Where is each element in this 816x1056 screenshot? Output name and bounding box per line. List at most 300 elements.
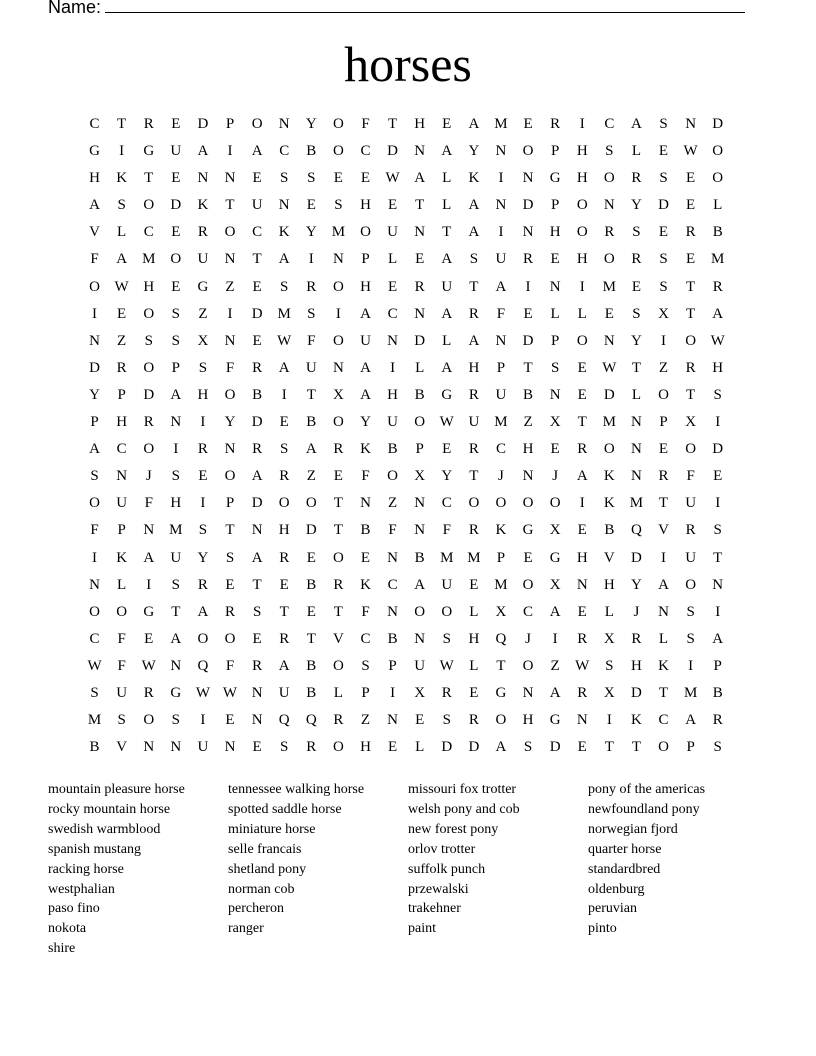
grid-letter[interactable]: A [495,739,507,756]
grid-letter[interactable]: N [387,603,398,620]
grid-letter[interactable]: K [360,576,371,593]
grid-letter[interactable]: F [225,359,235,376]
grid-letter[interactable]: J [552,468,559,485]
grid-letter[interactable]: I [281,386,287,403]
grid-letter[interactable]: A [658,576,669,593]
grid-letter[interactable]: H [116,414,128,431]
grid-letter[interactable]: S [280,441,289,458]
grid-letter[interactable]: O [522,657,534,674]
grid-letter[interactable]: N [631,414,642,431]
grid-letter[interactable]: X [658,305,669,322]
grid-letter[interactable]: N [603,197,615,214]
grid-letter[interactable]: A [468,116,480,132]
grid-letter[interactable]: R [225,603,236,620]
grid-letter[interactable]: N [414,224,426,241]
grid-letter[interactable]: N [332,251,344,268]
grid-letter[interactable]: R [333,712,344,729]
grid-letter[interactable]: U [251,197,263,214]
grid-letter[interactable]: E [306,603,316,620]
grid-letter[interactable]: R [333,441,344,458]
grid-letter[interactable]: O [522,143,534,160]
grid-letter[interactable]: O [332,414,344,431]
grid-letter[interactable]: I [390,684,396,701]
grid-letter[interactable]: X [414,468,426,485]
grid-letter[interactable]: S [117,197,126,214]
grid-letter[interactable]: H [197,386,209,403]
grid-letter[interactable]: R [550,116,561,132]
grid-letter[interactable]: B [604,522,615,539]
grid-letter[interactable]: T [577,414,587,431]
grid-letter[interactable]: V [89,224,100,241]
grid-letter[interactable]: C [143,224,154,241]
grid-letter[interactable]: S [117,712,126,729]
grid-letter[interactable]: E [415,712,425,729]
grid-letter[interactable]: A [441,305,453,322]
grid-letter[interactable]: B [414,386,425,403]
grid-letter[interactable]: V [603,549,615,566]
grid-letter[interactable]: D [712,441,724,458]
grid-letter[interactable]: T [333,603,343,620]
grid-letter[interactable]: O [603,170,615,187]
grid-letter[interactable]: P [550,143,560,160]
grid-letter[interactable]: R [685,522,696,539]
grid-letter[interactable]: O [495,495,507,512]
grid-letter[interactable]: T [333,495,343,512]
grid-letter[interactable]: T [686,305,696,322]
grid-letter[interactable]: I [715,495,721,512]
grid-letter[interactable]: O [197,630,209,647]
grid-letter[interactable]: A [251,549,263,566]
grid-letter[interactable]: W [385,170,400,187]
grid-letter[interactable]: C [360,143,371,160]
grid-letter[interactable]: D [658,197,669,214]
grid-letter[interactable]: W [710,332,725,349]
grid-letter[interactable]: E [333,468,343,485]
grid-letter[interactable]: S [659,278,668,295]
grid-letter[interactable]: W [277,332,292,349]
grid-letter[interactable]: T [387,116,398,132]
grid-letter[interactable]: U [197,251,209,268]
grid-letter[interactable]: S [605,143,614,160]
grid-letter[interactable]: T [686,278,696,295]
grid-letter[interactable]: T [523,359,533,376]
grid-letter[interactable]: O [224,224,236,241]
grid-letter[interactable]: T [496,657,506,674]
grid-letter[interactable]: J [498,468,504,485]
grid-letter[interactable]: I [200,712,206,729]
grid-letter[interactable]: A [170,630,182,647]
grid-letter[interactable]: Q [305,712,317,729]
grid-letter[interactable]: N [522,170,534,187]
grid-letter[interactable]: R [306,739,317,756]
grid-letter[interactable]: A [170,386,182,403]
grid-letter[interactable]: A [197,603,209,620]
grid-letter[interactable]: N [414,522,426,539]
grid-letter[interactable]: E [550,251,560,268]
grid-letter[interactable]: O [522,576,534,593]
grid-letter[interactable]: I [715,603,721,620]
grid-letter[interactable]: Q [631,522,642,539]
grid-letter[interactable]: S [171,468,180,485]
grid-letter[interactable]: O [332,332,344,349]
grid-letter[interactable]: E [252,170,262,187]
grid-letter[interactable]: U [170,143,182,160]
grid-letter[interactable]: F [388,522,397,539]
grid-letter[interactable]: P [496,359,506,376]
grid-letter[interactable]: Y [197,549,209,566]
grid-letter[interactable]: N [522,224,534,241]
grid-letter[interactable]: D [251,414,263,431]
grid-letter[interactable]: L [387,251,398,268]
grid-letter[interactable]: E [469,576,479,593]
grid-letter[interactable]: N [495,143,507,160]
grid-letter[interactable]: S [659,251,668,268]
grid-letter[interactable]: A [278,251,290,268]
grid-letter[interactable]: R [143,414,154,431]
grid-letter[interactable]: H [468,359,480,376]
grid-letter[interactable]: M [440,549,454,566]
grid-letter[interactable]: U [197,739,209,756]
grid-letter[interactable]: S [605,657,614,674]
grid-letter[interactable]: S [280,278,289,295]
grid-letter[interactable]: X [197,332,209,349]
grid-letter[interactable]: P [686,739,695,756]
grid-letter[interactable]: A [468,197,480,214]
grid-letter[interactable]: R [143,684,154,701]
grid-letter[interactable]: R [631,251,642,268]
grid-letter[interactable]: N [414,630,426,647]
grid-letter[interactable]: A [360,386,371,403]
grid-letter[interactable]: A [441,359,453,376]
grid-letter[interactable]: A [278,359,290,376]
grid-letter[interactable]: C [252,224,263,241]
grid-letter[interactable]: L [577,305,587,322]
grid-letter[interactable]: M [711,251,725,268]
grid-letter[interactable]: O [89,603,100,620]
grid-letter[interactable]: L [631,143,641,160]
grid-letter[interactable]: R [116,359,127,376]
grid-letter[interactable]: R [333,576,344,593]
grid-letter[interactable]: E [144,630,154,647]
grid-letter[interactable]: N [603,332,615,349]
grid-letter[interactable]: N [495,332,507,349]
grid-letter[interactable]: B [387,441,398,458]
grid-letter[interactable]: T [415,197,425,214]
grid-letter[interactable]: I [92,549,98,566]
grid-letter[interactable]: O [712,170,724,187]
grid-letter[interactable]: U [414,657,426,674]
grid-letter[interactable]: Z [117,332,127,349]
grid-letter[interactable]: Y [631,197,642,214]
grid-letter[interactable]: N [251,522,263,539]
grid-letter[interactable]: E [387,739,398,756]
grid-letter[interactable]: F [225,657,235,674]
grid-letter[interactable]: U [441,576,453,593]
grid-letter[interactable]: E [360,549,371,566]
grid-letter[interactable]: O [603,251,615,268]
grid-letter[interactable]: O [332,143,344,160]
grid-letter[interactable]: S [659,116,668,132]
grid-letter[interactable]: O [332,657,344,674]
grid-letter[interactable]: D [631,549,642,566]
grid-letter[interactable]: R [631,630,642,647]
grid-letter[interactable]: P [90,414,99,431]
grid-letter[interactable]: T [604,739,614,756]
grid-letter[interactable]: K [658,657,669,674]
grid-letter[interactable]: I [661,549,667,566]
grid-letter[interactable]: L [631,386,641,403]
grid-letter[interactable]: D [631,684,642,701]
grid-letter[interactable]: E [387,278,398,295]
grid-letter[interactable]: B [306,414,317,431]
grid-letter[interactable]: D [143,386,155,403]
grid-letter[interactable]: U [495,386,507,403]
grid-letter[interactable]: C [604,116,615,132]
grid-letter[interactable]: O [143,359,155,376]
grid-letter[interactable]: S [171,712,180,729]
grid-letter[interactable]: E [442,116,452,132]
grid-letter[interactable]: D [170,197,182,214]
grid-letter[interactable]: D [712,116,724,132]
grid-letter[interactable]: S [550,359,560,376]
grid-letter[interactable]: U [360,332,371,349]
grid-letter[interactable]: T [252,576,262,593]
grid-letter[interactable]: E [171,278,181,295]
grid-letter[interactable]: S [713,386,722,403]
grid-letter[interactable]: H [414,116,426,132]
grid-letter[interactable]: N [549,386,561,403]
grid-letter[interactable]: A [441,143,453,160]
grid-letter[interactable]: N [522,468,534,485]
grid-letter[interactable]: U [116,495,128,512]
grid-letter[interactable]: S [307,170,316,187]
grid-letter[interactable]: B [712,684,723,701]
grid-letter[interactable]: E [577,739,587,756]
grid-letter[interactable]: G [522,522,534,539]
grid-letter[interactable]: T [658,495,669,512]
grid-letter[interactable]: E [252,332,262,349]
grid-letter[interactable]: E [604,305,614,322]
grid-letter[interactable]: E [469,684,479,701]
grid-letter[interactable]: Z [225,278,235,295]
grid-letter[interactable]: H [170,495,182,512]
grid-letter[interactable]: T [469,278,479,295]
grid-letter[interactable]: E [225,712,235,729]
grid-letter[interactable]: O [576,197,588,214]
grid-letter[interactable]: O [251,116,263,132]
grid-letter[interactable]: E [252,630,262,647]
grid-letter[interactable]: E [658,224,669,241]
grid-letter[interactable]: N [332,359,344,376]
grid-letter[interactable]: A [251,143,263,160]
grid-letter[interactable]: C [387,305,398,322]
grid-letter[interactable]: R [279,630,290,647]
grid-letter[interactable]: F [117,657,126,674]
grid-letter[interactable]: T [306,630,316,647]
grid-letter[interactable]: V [332,630,344,647]
grid-letter[interactable]: E [577,386,587,403]
grid-letter[interactable]: N [116,468,128,485]
grid-letter[interactable]: F [361,116,370,132]
grid-letter[interactable]: X [549,576,561,593]
grid-letter[interactable]: R [604,224,615,241]
grid-letter[interactable]: O [549,495,561,512]
grid-letter[interactable]: I [688,657,694,674]
grid-letter[interactable]: L [469,603,479,620]
grid-letter[interactable]: S [171,576,180,593]
grid-letter[interactable]: I [661,332,667,349]
grid-letter[interactable]: F [117,630,126,647]
grid-letter[interactable]: C [495,441,506,458]
grid-letter[interactable]: J [633,603,640,620]
grid-letter[interactable]: B [360,522,371,539]
grid-letter[interactable]: K [197,197,209,214]
grid-letter[interactable]: N [197,170,209,187]
grid-letter[interactable]: A [576,468,588,485]
grid-letter[interactable]: I [200,414,206,431]
grid-letter[interactable]: U [305,359,317,376]
grid-letter[interactable]: O [278,495,290,512]
grid-letter[interactable]: O [224,630,236,647]
grid-letter[interactable]: X [414,684,426,701]
grid-letter[interactable]: W [114,278,129,295]
grid-letter[interactable]: I [335,305,341,322]
grid-letter[interactable]: N [685,116,697,132]
grid-letter[interactable]: E [631,278,641,295]
grid-letter[interactable]: H [576,549,588,566]
grid-letter[interactable]: E [442,441,452,458]
grid-letter[interactable]: T [144,170,154,187]
grid-letter[interactable]: G [495,684,507,701]
grid-letter[interactable]: W [87,657,102,674]
grid-letter[interactable]: R [441,684,452,701]
grid-letter[interactable]: I [552,630,558,647]
grid-letter[interactable]: C [360,630,371,647]
grid-letter[interactable]: E [686,197,696,214]
grid-letter[interactable]: R [197,576,208,593]
grid-letter[interactable]: E [171,116,181,132]
grid-letter[interactable]: O [468,495,480,512]
grid-letter[interactable]: A [360,305,371,322]
grid-letter[interactable]: P [496,549,506,566]
grid-letter[interactable]: N [224,170,236,187]
grid-letter[interactable]: C [89,630,100,647]
grid-letter[interactable]: O [89,278,100,295]
grid-letter[interactable]: K [603,468,615,485]
grid-letter[interactable]: L [442,332,452,349]
grid-letter[interactable]: S [198,359,208,376]
grid-letter[interactable]: F [361,468,370,485]
grid-letter[interactable]: H [631,657,642,674]
grid-letter[interactable]: D [251,305,263,322]
grid-letter[interactable]: S [90,468,99,485]
grid-letter[interactable]: Q [495,630,507,647]
grid-letter[interactable]: Y [305,116,317,132]
grid-letter[interactable]: E [577,359,587,376]
grid-letter[interactable]: N [522,684,534,701]
grid-letter[interactable]: N [278,197,290,214]
grid-letter[interactable]: T [333,522,343,539]
grid-letter[interactable]: E [117,305,127,322]
grid-letter[interactable]: N [170,657,182,674]
grid-letter[interactable]: X [549,414,561,431]
grid-letter[interactable]: P [550,332,560,349]
grid-letter[interactable]: O [332,739,344,756]
grid-letter[interactable]: H [360,197,371,214]
grid-letter[interactable]: Z [550,657,560,674]
grid-letter[interactable]: O [441,603,453,620]
grid-letter[interactable]: A [468,224,480,241]
grid-letter[interactable]: H [360,739,371,756]
grid-letter[interactable]: K [360,441,371,458]
grid-letter[interactable]: O [495,712,507,729]
grid-letter[interactable]: R [279,468,290,485]
grid-letter[interactable]: A [468,332,480,349]
grid-letter[interactable]: R [143,116,154,132]
grid-letter[interactable]: G [549,712,561,729]
grid-letter[interactable]: R [468,712,479,729]
grid-letter[interactable]: X [685,414,697,431]
grid-letter[interactable]: D [251,495,263,512]
grid-letter[interactable]: I [525,278,531,295]
grid-letter[interactable]: W [683,143,698,160]
grid-letter[interactable]: N [89,576,100,593]
grid-letter[interactable]: R [306,278,317,295]
grid-letter[interactable]: A [631,116,642,132]
grid-letter[interactable]: F [307,332,316,349]
grid-letter[interactable]: S [442,712,451,729]
grid-letter[interactable]: E [225,576,235,593]
grid-letter[interactable]: E [577,603,587,620]
grid-letter[interactable]: B [306,684,317,701]
grid-letter[interactable]: W [439,414,454,431]
grid-letter[interactable]: B [252,386,263,403]
grid-letter[interactable]: U [278,684,290,701]
grid-letter[interactable]: D [522,197,534,214]
grid-letter[interactable]: W [141,657,156,674]
grid-letter[interactable]: T [631,739,641,756]
grid-letter[interactable]: G [143,603,155,620]
grid-letter[interactable]: H [468,630,480,647]
grid-letter[interactable]: I [498,224,504,241]
grid-letter[interactable]: H [387,386,398,403]
grid-letter[interactable]: W [439,657,454,674]
grid-letter[interactable]: Y [360,414,371,431]
grid-letter[interactable]: R [468,522,479,539]
grid-letter[interactable]: R [523,251,534,268]
grid-letter[interactable]: O [414,603,426,620]
grid-letter[interactable]: E [686,170,696,187]
grid-letter[interactable]: N [224,441,236,458]
grid-letter[interactable]: X [603,684,615,701]
grid-letter[interactable]: B [387,630,398,647]
grid-letter[interactable]: S [523,739,533,756]
grid-letter[interactable]: O [685,332,697,349]
grid-letter[interactable]: W [195,684,210,701]
grid-letter[interactable]: S [90,684,99,701]
grid-letter[interactable]: S [280,170,289,187]
grid-letter[interactable]: R [279,549,290,566]
grid-letter[interactable]: K [631,712,642,729]
grid-letter[interactable]: S [713,522,722,539]
grid-letter[interactable]: S [171,332,180,349]
grid-letter[interactable]: M [87,712,102,729]
grid-letter[interactable]: B [712,224,723,241]
grid-letter[interactable]: E [171,170,181,187]
grid-letter[interactable]: R [252,359,263,376]
grid-letter[interactable]: A [549,603,561,620]
grid-letter[interactable]: O [603,441,615,458]
